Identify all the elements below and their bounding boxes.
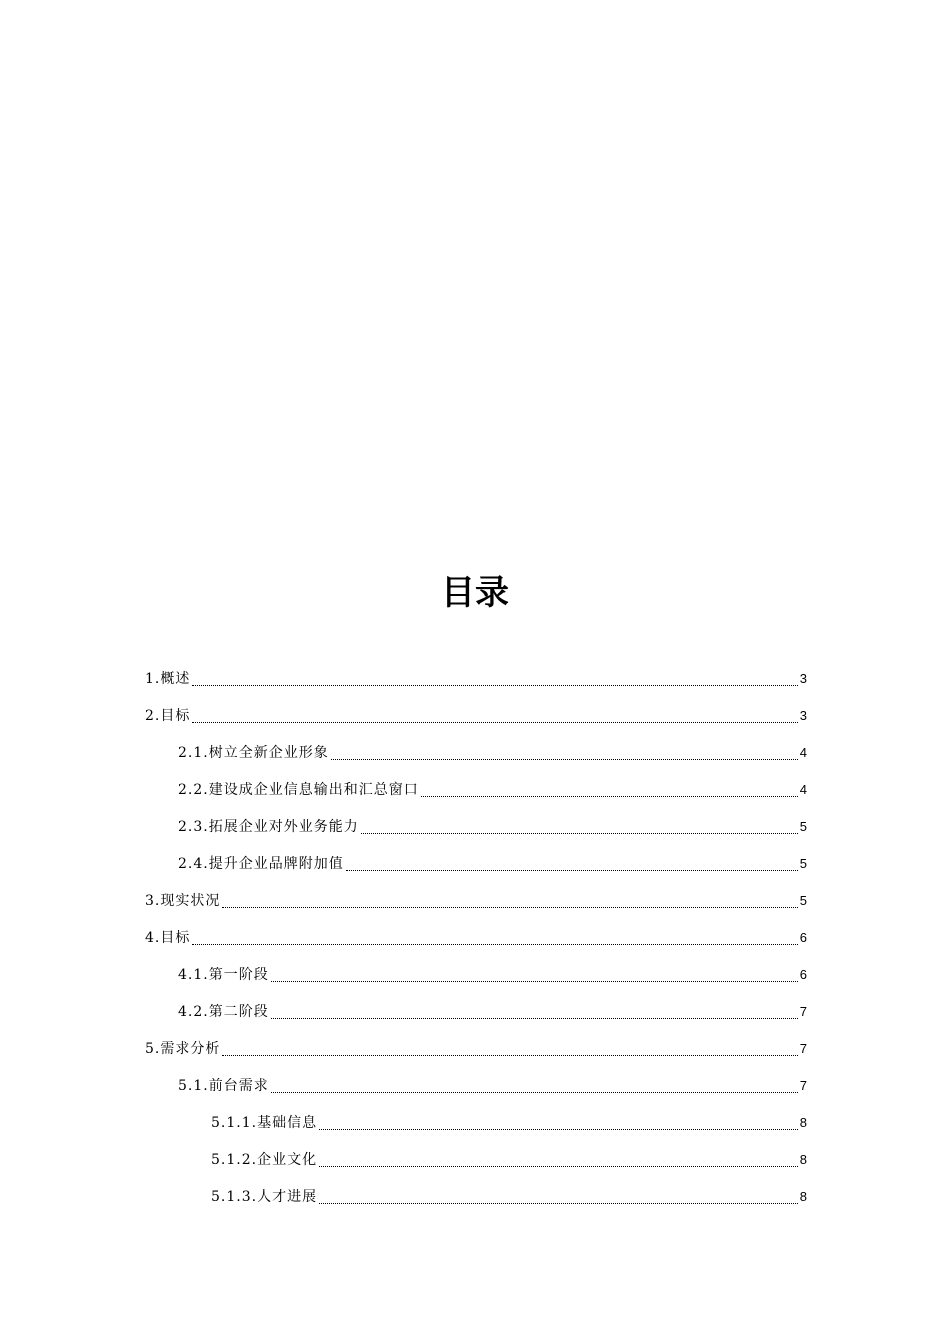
toc-entry[interactable] [178, 808, 807, 845]
toc-entry-page: 6 [799, 929, 807, 945]
toc-entry-label: 需求分析 [160, 1040, 221, 1057]
toc-entry-page: 8 [799, 1114, 807, 1130]
toc-entry-label: 提升企业品牌附加值 [208, 855, 344, 872]
toc-leader-dots [271, 1091, 798, 1093]
toc-entry-page: 5 [799, 855, 807, 871]
toc-entry-label: 拓展企业对外业务能力 [208, 818, 359, 835]
toc-leader-dots [331, 758, 798, 760]
toc-entry-label: 目标 [160, 929, 191, 946]
toc-leader-dots [222, 1054, 797, 1056]
toc-entry-label: 基础信息 [257, 1114, 318, 1131]
toc-leader-dots [421, 795, 798, 797]
toc-entry-label: 第二阶段 [208, 1003, 269, 1020]
toc-entry-label: 目标 [160, 707, 191, 724]
toc-entry-page: 8 [799, 1188, 807, 1204]
toc-entry-number: 5.1. [178, 1077, 209, 1094]
toc-entry-number: 2.3. [178, 818, 209, 835]
toc-entry-number: 2. [145, 707, 161, 724]
toc-entry[interactable] [211, 1178, 807, 1215]
toc-entry-page: 8 [799, 1151, 807, 1167]
toc-entry-label: 概述 [160, 670, 191, 687]
toc-entry[interactable] [211, 1104, 807, 1141]
toc-entry-number: 3. [145, 892, 161, 909]
toc-entry-label: 企业文化 [257, 1151, 318, 1168]
toc-entry[interactable] [145, 697, 807, 734]
toc-leader-dots [192, 684, 797, 686]
toc-entry-number: 2.1. [178, 744, 209, 761]
toc-entry-page: 7 [799, 1077, 807, 1093]
toc-entry-page: 7 [799, 1003, 807, 1019]
toc-entry-label: 建设成企业信息输出和汇总窗口 [208, 781, 419, 798]
toc-entry[interactable] [145, 660, 807, 697]
toc-entry-number: 5.1.3. [211, 1188, 258, 1205]
toc-leader-dots [319, 1165, 798, 1167]
toc-entry-number: 4. [145, 929, 161, 946]
toc-entry-number: 5.1.1. [211, 1114, 258, 1131]
toc-entry[interactable] [178, 845, 807, 882]
toc-entry[interactable] [178, 771, 807, 808]
toc-entry-number: 5. [145, 1040, 161, 1057]
toc-entry-page: 6 [799, 966, 807, 982]
toc-entry[interactable] [211, 1141, 807, 1178]
toc-leader-dots [192, 943, 797, 945]
toc-entry-number: 5.1.2. [211, 1151, 258, 1168]
toc-entry[interactable] [178, 734, 807, 771]
toc-entry[interactable] [145, 1030, 807, 1067]
toc-leader-dots [346, 869, 798, 871]
toc-entry-number: 4.2. [178, 1003, 209, 1020]
toc-entry[interactable] [178, 1067, 807, 1104]
toc-leader-dots [222, 906, 797, 908]
toc-leader-dots [319, 1202, 798, 1204]
toc-entry-label: 人才进展 [257, 1188, 318, 1205]
toc-entry-page: 3 [799, 670, 807, 686]
toc-entry-label: 前台需求 [208, 1077, 269, 1094]
toc-entry-page: 5 [799, 892, 807, 908]
toc-entry-number: 4.1. [178, 966, 209, 983]
toc-entry-page: 5 [799, 818, 807, 834]
toc-entry[interactable] [145, 882, 807, 919]
toc-entry[interactable] [178, 956, 807, 993]
toc-entry[interactable] [145, 919, 807, 956]
toc-entry-page: 4 [799, 744, 807, 760]
toc-leader-dots [271, 980, 798, 982]
toc-entry-number: 1. [145, 670, 161, 687]
toc-entry-page: 7 [799, 1040, 807, 1056]
toc-leader-dots [271, 1017, 798, 1019]
toc-entry-number: 2.4. [178, 855, 209, 872]
toc-entry-label: 树立全新企业形象 [208, 744, 329, 761]
toc-leader-dots [192, 721, 797, 723]
toc-leader-dots [361, 832, 798, 834]
toc-entry[interactable] [178, 993, 807, 1030]
toc-entry-page: 3 [799, 707, 807, 723]
toc-entry-label: 第一阶段 [208, 966, 269, 983]
toc-entry-label: 现实状况 [160, 892, 221, 909]
toc-entry-page: 4 [799, 781, 807, 797]
toc-title: 目录 [441, 573, 509, 613]
toc-entry-number: 2.2. [178, 781, 209, 798]
toc-leader-dots [319, 1128, 798, 1130]
